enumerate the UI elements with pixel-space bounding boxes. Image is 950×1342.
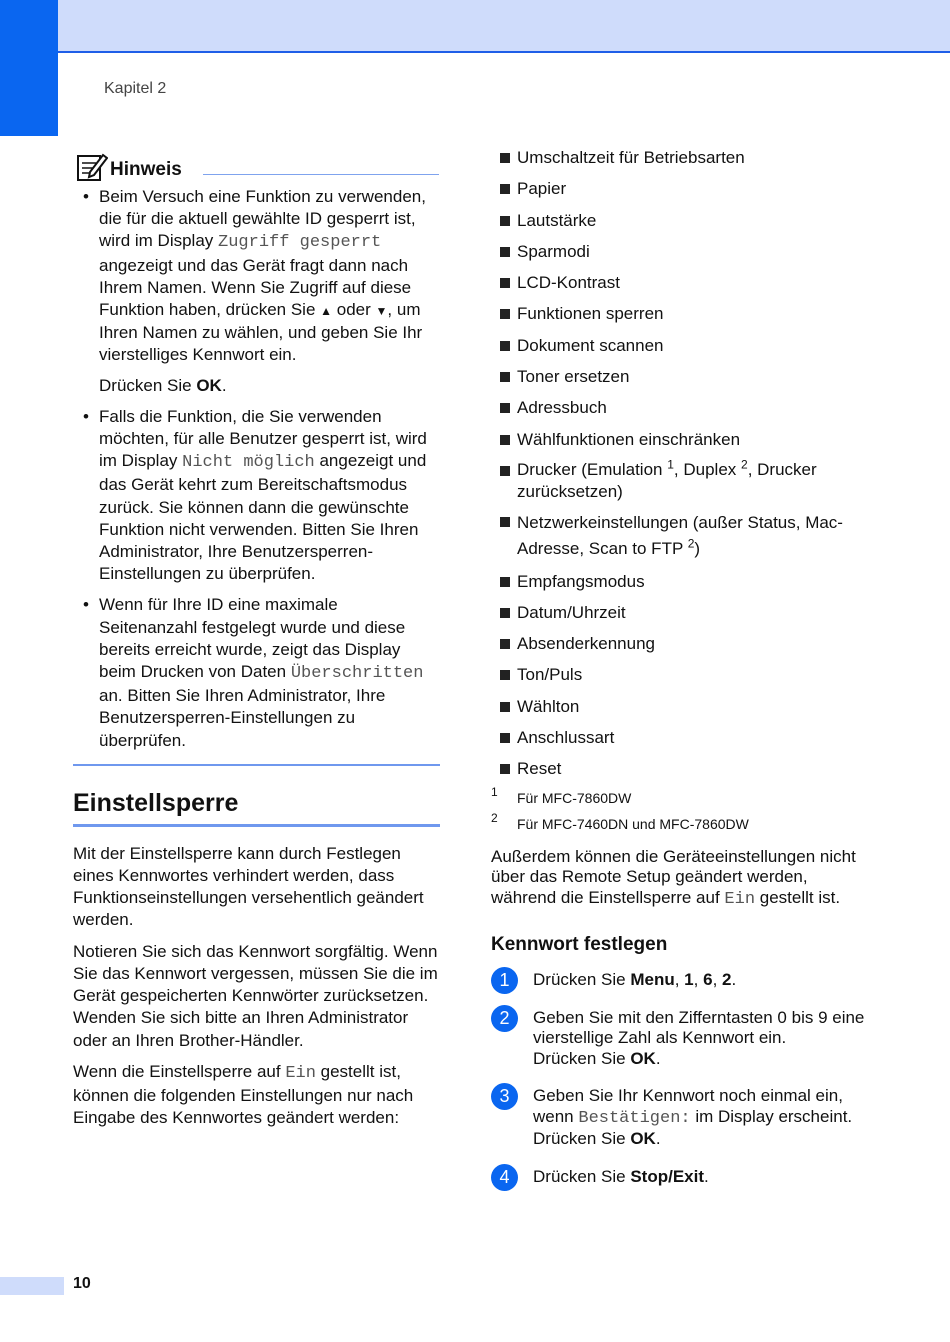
square-bullet: [500, 517, 510, 527]
list-item: Netzwerkeinstellungen (außer Status, Mac-Adresse, Scan to FTP $^2$): [491, 510, 871, 562]
square-bullet: [500, 372, 510, 382]
note-text: Drücken Sie OK.: [99, 375, 227, 395]
display-message: Nicht möglich: [182, 453, 315, 473]
list-item: Drucker (Emulation $^1$, Duplex $^2$, Drucker zurücksetzen): [491, 459, 871, 503]
square-bullet: [500, 764, 510, 774]
square-bullet: [500, 577, 510, 587]
note-list: [73, 186, 440, 752]
display-message: Ein: [724, 889, 756, 909]
list-item: Umschaltzeit für Betriebsarten: [491, 146, 871, 170]
note-item: [73, 186, 440, 397]
list-item: Sparmodi: [491, 240, 871, 264]
list-item: Ton/Puls: [491, 663, 871, 687]
list-item: Datum/Uhrzeit: [491, 601, 871, 625]
left-column: [73, 150, 440, 1129]
step: 3 Geben Sie Ihr Kennwort noch einmal ein, wenn Bestätigen: im Display erscheint. Drücken Sie OK.: [491, 1086, 871, 1150]
bullet: •: [83, 406, 89, 426]
list-item: Funktionen sperren: [491, 302, 871, 326]
note-text: Beim Versuch eine Funktion zu verwenden, die für die aktuell gewählte ID gesperrt ist, wird im Display Zugriff gesperrt angezeigt und das Gerät fragt dann nach Ihrem Namen. Wenn Sie Zugriff auf diese Funktion haben, drücken Sie ▲ oder ▼, um Ihren Namen zu wählen, und geben Sie Ihr vierstelliges Kennwort ein.: [99, 187, 426, 365]
right-column: [491, 146, 871, 1204]
square-bullet: [500, 153, 510, 163]
display-message: Zugriff gesperrt: [218, 233, 382, 253]
square-bullet: [500, 435, 510, 445]
settings-list: [491, 146, 871, 781]
note-item: [73, 594, 440, 751]
step: 1 Drücken Sie Menu, 1, 6, 2.: [491, 970, 871, 991]
display-message: Überschritten: [290, 664, 424, 684]
body-paragraph: Mit der Einstellsperre kann durch Festlegen eines Kennwortes verhindert werden, dass Funktionseinstellungen versehentlich geändert werden.: [73, 843, 424, 930]
body-paragraph: Notieren Sie sich das Kennwort sorgfältig. Wenn Sie das Kennwort vergessen, müssen Sie die im Gerät gespeicherten Kennwörter zurücksetzen. Wenden Sie sich bitte an Ihren Administrator oder an Ihren Brother-Händler.: [73, 941, 438, 1050]
list-item: Empfangsmodus: [491, 570, 871, 594]
note-text: Wenn für Ihre ID eine maximale Seitenanzahl festgelegt wurde und diese bereits erreicht wurde, zeigt das Display beim Drucken von Daten Überschritten an. Bitten Sie Ihren Administrator, Ihre Benutzersperren-Einstellungen zu überprüfen.: [99, 595, 424, 750]
note-item: [73, 406, 440, 586]
square-bullet: [500, 466, 510, 476]
square-bullet: [500, 733, 510, 743]
display-message: Bestätigen:: [578, 1108, 691, 1128]
section-rule-top: [73, 764, 440, 766]
step-number: 2: [491, 1005, 518, 1032]
square-bullet: [500, 670, 510, 680]
up-arrow-icon: ▲: [320, 304, 333, 319]
list-item: Dokument scannen: [491, 334, 871, 358]
list-item: Adressbuch: [491, 396, 871, 420]
square-bullet: [500, 184, 510, 194]
list-item: Wählfunktionen einschränken: [491, 428, 871, 452]
list-item: Anschlussart: [491, 726, 871, 750]
note-pencil-icon: [76, 152, 108, 182]
step-number: 4: [491, 1164, 518, 1191]
step-number: 1: [491, 967, 518, 994]
square-bullet: [500, 278, 510, 288]
section-rule-bottom: [73, 824, 440, 827]
list-item: Wählton: [491, 695, 871, 719]
section-title: Einstellsperre: [73, 788, 239, 817]
header-band: [0, 0, 950, 52]
square-bullet: [500, 309, 510, 319]
steps-list: [491, 970, 871, 1187]
note-text: Falls die Funktion, die Sie verwenden möchten, für alle Benutzer gesperrt ist, wird im Display Nicht möglich angezeigt und das Gerät kehrt zum Bereitschaftsmodus zurück. Sie können dann die gewünschte Funktion nicht verwenden. Bitten Sie Ihren Administrator, Ihre Benutzersperren-Einstellungen zu überprüfen.: [99, 406, 427, 584]
remote-setup-note: Außerdem können die Geräteeinstellungen nicht über das Remote Setup geändert werden, während die Einstellsperre auf Ein gestellt ist.: [491, 846, 856, 909]
bullet: •: [83, 595, 89, 615]
square-bullet: [500, 608, 510, 618]
display-message: Ein: [285, 1063, 316, 1083]
step: 4 Drücken Sie Stop/Exit.: [491, 1167, 871, 1188]
step: 2 Geben Sie mit den Zifferntasten 0 bis 9 eine vierstellige Zahl als Kennwort ein. Drücken Sie OK.: [491, 1008, 871, 1070]
header-rule: [58, 51, 950, 53]
footnote: 1 Für MFC-7860DW: [491, 784, 632, 806]
square-bullet: [500, 216, 510, 226]
note-rule: [203, 174, 439, 175]
bullet: •: [83, 187, 89, 206]
subsection-title: Kennwort festlegen: [491, 934, 668, 956]
step-number: 3: [491, 1083, 518, 1110]
footer-band: [0, 1277, 64, 1295]
list-item: Toner ersetzen: [491, 365, 871, 389]
list-item: LCD-Kontrast: [491, 271, 871, 295]
square-bullet: [500, 639, 510, 649]
square-bullet: [500, 403, 510, 413]
chapter-label: Kapitel 2: [104, 80, 167, 97]
note-title: Hinweis: [110, 159, 182, 180]
note-header: [73, 150, 440, 186]
list-item: Lautstärke: [491, 209, 871, 233]
chapter-tab: [0, 0, 58, 136]
down-arrow-icon: ▼: [375, 304, 388, 319]
page-number: 10: [73, 1275, 91, 1292]
list-item: Absenderkennung: [491, 632, 871, 656]
footnote: 2 Für MFC-7460DN und MFC-7860DW: [491, 810, 749, 832]
body-paragraph: Wenn die Einstellsperre auf Ein gestellt ist, können die folgenden Einstellungen nur nach Eingabe des Kennwortes geändert werden:: [73, 1061, 414, 1128]
list-item: Papier: [491, 177, 871, 201]
list-item: Reset: [491, 757, 871, 781]
square-bullet: [500, 702, 510, 712]
square-bullet: [500, 341, 510, 351]
square-bullet: [500, 247, 510, 257]
